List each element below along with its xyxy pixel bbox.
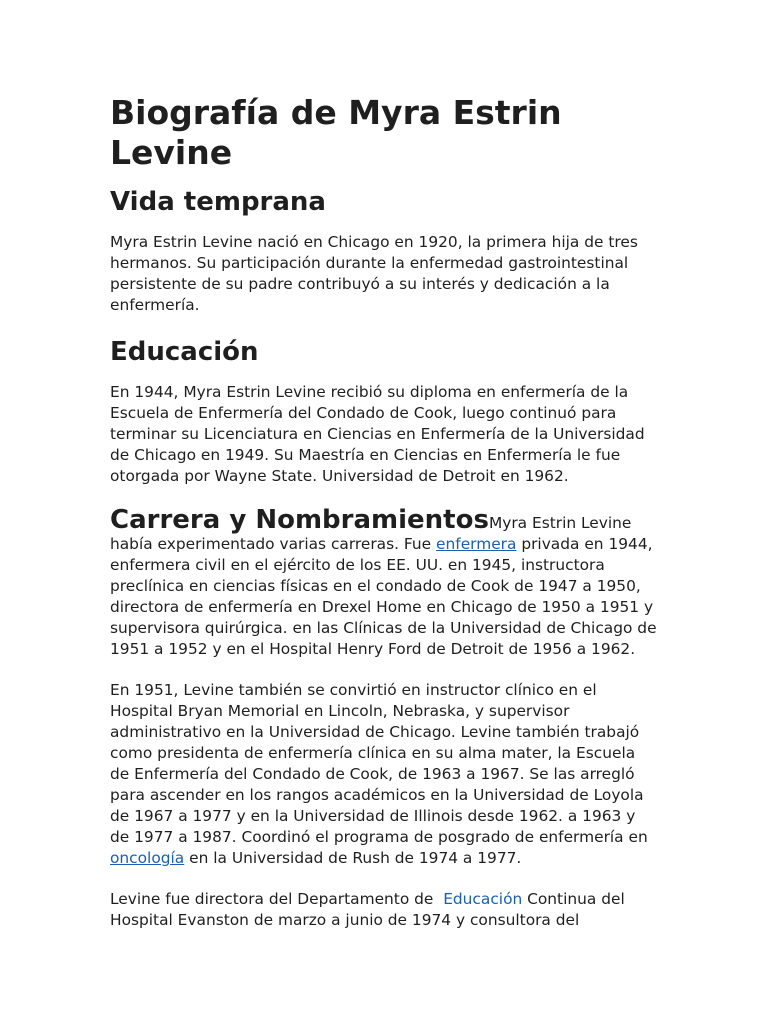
paragraph-carrera-3 bbox=[110, 889, 658, 931]
paragraph-educacion: En 1944, Myra Estrin Levine recibió su diploma en enfermería de la Escuela de Enfermería del Condado de Cook, luego continuó para terminar su Licenciatura en Ciencias en Enfermería de la Universidad de Chicago en 1949. Su Maestría en Ciencias en Enfermería le fue otorgada por Wayne State. Universidad de Detroit en 1962. bbox=[110, 383, 645, 485]
carrera-text-1b: privada en 1944, enfermera civil en el ejército de los EE. UU. en 1945, instructora preclínica en ciencias físicas en el condado de Cook de 1947 a 1950, directora de enfermería en Drexel Home en Chicago de 1950 a 1951 y supervisora quirúrgica. en las Clínicas de la Universidad de Chicago de 1951 a 1952 y en el Hospital Henry Ford de Detroit de 1956 a 1962. bbox=[110, 535, 657, 658]
document-body bbox=[110, 93, 658, 951]
page-title: Biografía de Myra Estrin Levine bbox=[110, 93, 562, 172]
link-oncologia[interactable]: oncología bbox=[110, 849, 185, 867]
carrera-text-3a: Levine fue directora del Departamento de bbox=[110, 890, 444, 908]
paragraph-vida-temprana: Myra Estrin Levine nació en Chicago en 1920, la primera hija de tres hermanos. Su participación durante la enfermedad gastrointestinal persistente de su padre contribuyó a su interés y dedicación a la enfermería. bbox=[110, 233, 638, 314]
heading-carrera-nombramientos: Carrera y Nombramientos bbox=[110, 505, 489, 535]
heading-vida-temprana: Vida temprana bbox=[110, 187, 326, 217]
link-enfermera[interactable]: enfermera bbox=[436, 535, 517, 553]
link-educacion[interactable]: Educación bbox=[443, 890, 523, 908]
paragraph-carrera-1 bbox=[110, 505, 658, 660]
carrera-text-3b: Continua del Hospital Evanston de marzo a junio de 1974 y consultora del bbox=[110, 890, 625, 929]
paragraph-carrera-2 bbox=[110, 680, 658, 869]
carrera-text-2b: en la Universidad de Rush de 1974 a 1977. bbox=[184, 849, 522, 867]
carrera-text-2a: En 1951, Levine también se convirtió en instructor clínico en el Hospital Bryan Memorial en Lincoln, Nebraska, y supervisor administrativo en la Universidad de Chicago. Levine también trabajó como presidenta de enfermería clínica en su alma mater, la Escuela de Enfermería del Condado de Cook, de 1963 a 1967. Se las arregló para ascender en los rangos académicos en la Universidad de Loyola de 1967 a 1977 y en la Universidad de Illinois desde 1962. a 1963 y de 1977 a 1987. Coordinó el programa de posgrado de enfermería en bbox=[110, 681, 648, 846]
heading-educacion: Educación bbox=[110, 337, 259, 367]
carrera-text-1a: Myra Estrin Levine había experimentado varias carreras. Fue bbox=[110, 514, 632, 553]
